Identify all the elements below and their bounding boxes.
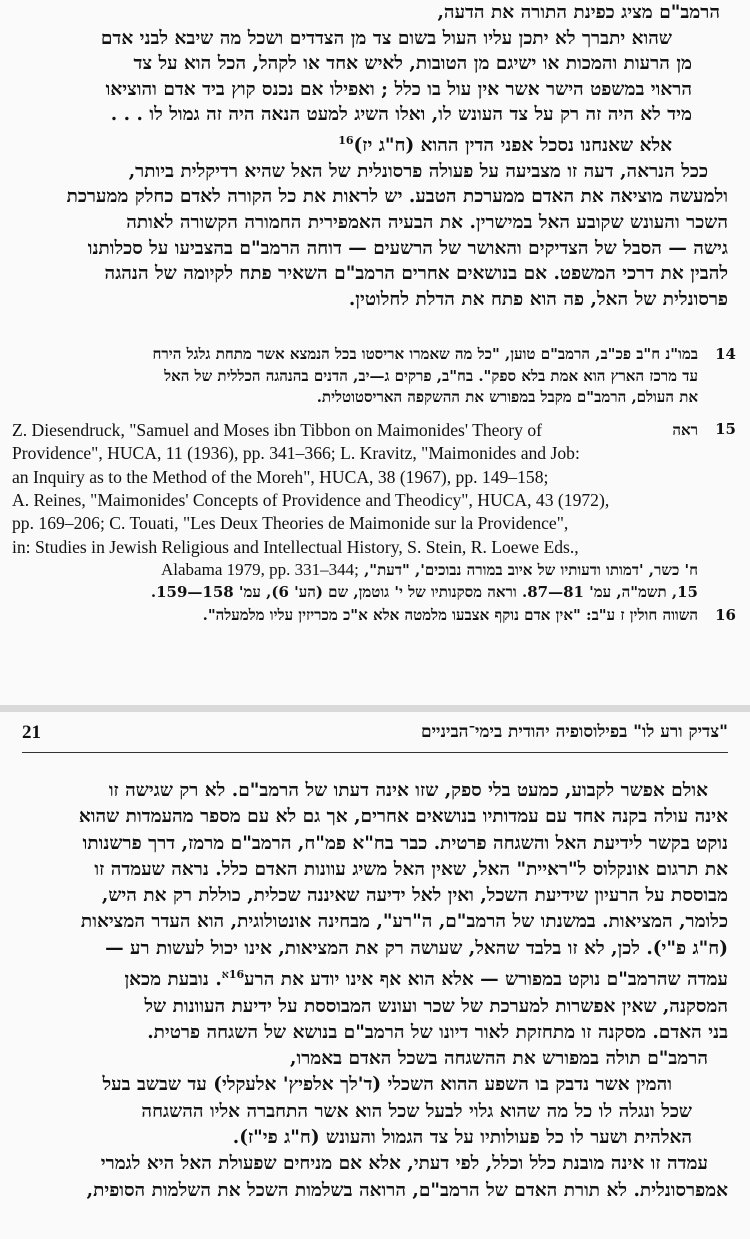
footnote-latin-block bbox=[12, 419, 698, 559]
text-line: הרמב"ם מציג כפינת התורה את הדעה, bbox=[437, 2, 720, 23]
footnote-line: Providence", HUCA, 11 (1936), pp. 341–366; L. Kravitz, "Maimonides and Job: bbox=[12, 443, 580, 464]
footnote-line: את העולם, הרמב"ם מקבל במפורש את ההשקפה האריסטוטלית. bbox=[316, 388, 698, 407]
running-title: "צדיק ורע לו" בפילוסופיה יהודית בימי־הביניים bbox=[420, 722, 728, 742]
footnote-line: השווה חולין ז ע"ב: "אין אדם נוקף אצבעו מלמטה אלא א"כ מכריזין עליו מלמעלה". bbox=[202, 606, 698, 625]
text-line: מבוססת על הרעיון שידיעת השכל, ואין לאל ידיעה שאיננה שכלית, כוללת רק את היש, bbox=[101, 885, 728, 907]
text-line: עמדה זו אינה מובנת כלל וכלל, לפי דעתי, אלא אם מניחים שפעולת האל היא לגמרי bbox=[100, 1153, 708, 1175]
quote-line: שהוא יתברך לא יתכן עליו העול בשום צד מן הצדדים ושכל מה שיבא לבני אדם bbox=[100, 27, 672, 49]
text-line: ככל הנראה, דעה זו מצביעה על פעולה פרסונלית של האל שהיא רדיקלית ביותר, bbox=[128, 160, 708, 182]
page-separator bbox=[0, 705, 750, 712]
footnote-hebrew-part: ח' כשר, 'דמותו ודעותיו של איוב במורה נבוכים', "דעת", bbox=[364, 561, 698, 580]
footnotes bbox=[12, 344, 740, 627]
text-line: ולמעשה מוציאה את האדם ממערכת הטבע. יש לראות את כל הקורה לאדם כחלק ממערכת bbox=[66, 186, 728, 208]
text-line: אינה עולה בקנה אחד עם עמדותיו בנושאים אחרים, אך גם לא עם מספר מהעמדות שהוא bbox=[78, 806, 728, 828]
footnote-number: 16 bbox=[715, 606, 736, 625]
quote-line: שכל ונגלה לו כל מה שהוא גלוי לבעל שכל הוא אשר התחברה אליו ההשגחה bbox=[141, 1100, 692, 1122]
running-header bbox=[22, 718, 728, 753]
footnote-ref[interactable]: 16א bbox=[221, 968, 245, 982]
text-line: להבין את דרכי המשפט. אם בנושאים אחרים הרמב"ם השאיר פתח לקיומה של הנהגה bbox=[104, 263, 728, 285]
footnote-line: in: Studies in Jewish Religious and Intellectual History, S. Stein, R. Loewe Eds., bbox=[12, 536, 579, 557]
footnote-14 bbox=[12, 344, 740, 409]
text-line: המסקנה, שאין אפשרות למערכת של שכר ועונש המבוססת על ידיעת העוונות של bbox=[144, 995, 728, 1017]
quote-text: אלא שאנחנו נסכל אפני הדין ההוא (ח"ג יז) bbox=[353, 135, 672, 157]
quote-line: והמין אשר נדבק בו השפע ההוא השכלי (ד'לך אלפיץ' אלעקלי) עד שבשב בעל bbox=[102, 1074, 672, 1096]
text-line: את תרגום אונקלוס ל"ראיית" האל, שאין האל משיג עוונות האדם כלל. נראה שעמדה זו bbox=[94, 858, 728, 880]
footnote-line: במו"נ ח"ב פכ"ב, הרמב"ם טוען, "כל מה שאמרו אריסטו בכל הנמצא אשר מתחת גלגל הירח bbox=[152, 345, 698, 363]
text-line: נוקט בקשר לידיעת האל והשגחה פרטית. כבר בח"א פמ"ח, הרמב"ם מרמז, דרך פרשנותו bbox=[82, 832, 728, 854]
footnote-line-mixed bbox=[12, 559, 698, 582]
main-text-top bbox=[22, 0, 728, 312]
text-line: אולם אפשר לקבוע, כמעט בלי ספק, שזו אינה דעתו של הרמב"ם. לא רק שגישה זו bbox=[108, 780, 708, 801]
footnote-line: an Inquiry as to the Method of the Moreh", HUCA, 38 (1967), pp. 149–158; bbox=[12, 466, 549, 487]
footnote-line: A. Reines, "Maimonides' Concepts of Providence and Theodicy", HUCA, 43 (1972), bbox=[12, 490, 610, 510]
text-line: אמפרסונלית. לא תורת האדם של הרמב"ם, הרואה בשלמות השכל את השלמות הסופית, bbox=[86, 1179, 728, 1201]
footnote-number: 14 bbox=[715, 345, 736, 363]
text-line: עמדה שהרמב"ם נוקט במפורש — אלא הוא אף אינו יודע את הרע$^{16א}$. נובעת מכאן bbox=[124, 968, 728, 991]
footnote-15 bbox=[12, 419, 740, 604]
quote-line: האלהית ושער לו כל פעולותיו על צד הגמול והעונש (ח"ג פי"ז). bbox=[232, 1127, 692, 1149]
quote-line: מיד לא היה זה רק על צד העונש לו, ואלו השיג למעט הנאה היה זה גמול לו . . . bbox=[110, 104, 692, 126]
footnote-line: ראה Z. Diesendruck, "Samuel and Moses ibn Tibbon on Maimonides' Theory of bbox=[12, 419, 698, 442]
footnote-line: 15, תשמ"ה, עמ' 81—87. וראה מסקנותיו של י' גוטמן, שם (הע' 6), עמ' 158—159. bbox=[150, 582, 698, 601]
footnote-number: 15 bbox=[715, 419, 736, 438]
block-quote bbox=[22, 26, 728, 159]
footnote-line: pp. 169–206; C. Touati, "Les Deux Theories de Maimonide sur la Providence", bbox=[12, 513, 569, 534]
footnote-16 bbox=[12, 605, 740, 627]
footnote-line: עד מרכז הארץ הוא אמת בלא ספק". בח"ב, פרקים ג—יב, הדנים בהנהגה הכללית של האל bbox=[164, 366, 698, 385]
page-bottom bbox=[0, 712, 750, 1239]
block-quote bbox=[22, 1072, 728, 1151]
page-number: 21 bbox=[22, 722, 41, 743]
footnote-latin-part: Alabama 1979, pp. 331–344; bbox=[161, 560, 359, 580]
text-line: בני האדם. מסקנה זו מתחזקת לאור דיונו של הרמב"ם בנושא של השגחה פרטית. bbox=[147, 1021, 728, 1043]
text-line: הרמב"ם תולה במפורש את ההשגחה בשכל האדם באמרו, bbox=[290, 1048, 708, 1070]
quote-line: מן הרעות והמכות או ישיגם מן הטובות, לאיש אחד או לקהל, הכל הוא על צד bbox=[133, 53, 692, 75]
text-line: השכר והעונש שקובע האל במישרין. את הבעיה האמפירית החמורה הקשורה לאותה bbox=[126, 211, 728, 233]
quote-line: הראוי במשפט הישר אשר אין עול בו כלל ; ואפילו אם נכנס קוץ ביד אדם והוציאו bbox=[105, 78, 692, 100]
footnote-ref[interactable]: 16 bbox=[338, 133, 354, 147]
footnote-lead-word: ראה bbox=[672, 420, 698, 439]
text-line: פרסונלית של האל, פה הוא פתח את הדלת לחלוטין. bbox=[348, 288, 728, 310]
text-line: (ח"ג פ"י). לכן, לא זו בלבד שהאל, שעושה רק את המציאות, אינו יכול לעשות רע — bbox=[105, 937, 728, 959]
quote-line bbox=[32, 128, 692, 159]
main-text-bottom bbox=[22, 778, 728, 1204]
text-line: כלומר, המציאות. במשנתו של הרמב"ם, ה"רע", מבחינה אונטולוגית, הוא העדר המציאות bbox=[80, 911, 728, 933]
text-line: גישה — הסבל של הצדיקים והאושר של הרשעים — דוחה הרמב"ם בהצביעו על סכלותנו bbox=[87, 237, 728, 259]
